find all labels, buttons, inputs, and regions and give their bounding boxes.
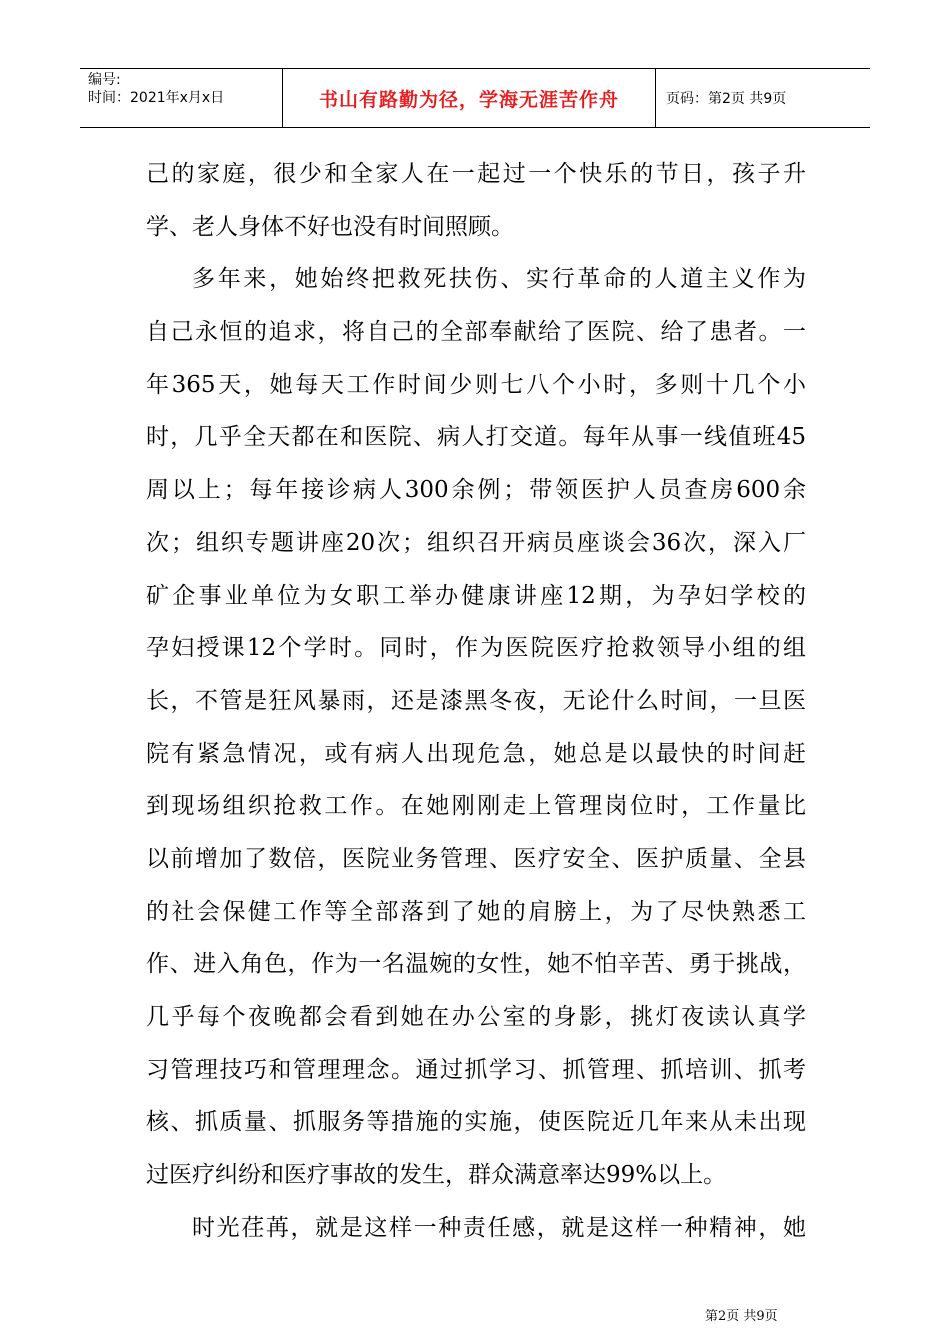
body-line: 习管理技巧和管理理念。通过抓学习、抓管理、抓培训、抓考 bbox=[146, 1056, 806, 1083]
header-page-cell bbox=[656, 69, 870, 127]
body-line: 学、老人身体不好也没有时间照顾。 bbox=[146, 213, 514, 240]
header-page-number: 页码：第2页 共9页 bbox=[666, 91, 787, 107]
document-date-label: 时间：2021年x月x日 bbox=[88, 90, 225, 106]
body-line: 时光荏苒，就是这样一种责任感，就是这样一种精神，她 bbox=[192, 1214, 806, 1241]
page-header bbox=[80, 68, 870, 128]
body-line: 周以上；每年接诊病人300余例；带领医护人员查房600余 bbox=[146, 477, 806, 504]
page-footer bbox=[705, 1305, 778, 1324]
body-line: 自己永恒的追求，将自己的全部奉献给了医院、给了患者。一 bbox=[146, 319, 806, 346]
header-motto-cell bbox=[283, 69, 656, 127]
body-line: 长，不管是狂风暴雨，还是漆黑冬夜，无论什么时间，一旦医 bbox=[146, 687, 806, 714]
body-line: 孕妇授课12个学时。同时，作为医院医疗抢救领导小组的组 bbox=[146, 635, 806, 662]
body-line: 己的家庭，很少和全家人在一起过一个快乐的节日，孩子升 bbox=[146, 161, 806, 187]
body-line: 核、抓质量、抓服务等措施的实施，使医院近几年来从未出现 bbox=[146, 1109, 806, 1136]
body-line: 的社会保健工作等全部落到了她的肩膀上，为了尽快熟悉工 bbox=[146, 898, 806, 925]
body-line: 时，几乎全天都在和医院、病人打交道。每年从事一线值班45 bbox=[146, 424, 806, 451]
body-line: 多年来，她始终把救死扶伤、实行革命的人道主义作为 bbox=[192, 266, 806, 293]
body-line: 以前增加了数倍，医院业务管理、医疗安全、医护质量、全县 bbox=[146, 845, 806, 872]
header-meta bbox=[80, 69, 283, 127]
document-body bbox=[146, 148, 806, 1254]
body-line: 次；组织专题讲座20次；组织召开病员座谈会36次，深入厂 bbox=[146, 529, 806, 556]
body-line: 年365天，她每天工作时间少则七八个小时，多则十几个小 bbox=[146, 371, 806, 398]
body-line: 过医疗纠纷和医疗事故的发生，群众满意率达99%以上。 bbox=[146, 1162, 727, 1189]
body-line: 到现场组织抢救工作。在她刚刚走上管理岗位时，工作量比 bbox=[146, 793, 806, 820]
body-line: 矿企事业单位为女职工举办健康讲座12期，为孕妇学校的 bbox=[146, 582, 806, 609]
body-line: 作、进入角色，作为一名温婉的女性，她不怕辛苦、勇于挑战， bbox=[146, 951, 806, 978]
footer-page-number: 第2页 共9页 bbox=[705, 1309, 778, 1324]
header-motto: 书山有路勤为径，学海无涯苦作舟 bbox=[318, 88, 619, 111]
document-number-label: 编号: bbox=[88, 72, 121, 88]
body-line: 几乎每个夜晚都会看到她在办公室的身影，挑灯夜读认真学 bbox=[146, 1004, 806, 1030]
body-line: 院有紧急情况，或有病人出现危急，她总是以最快的时间赶 bbox=[146, 740, 806, 767]
